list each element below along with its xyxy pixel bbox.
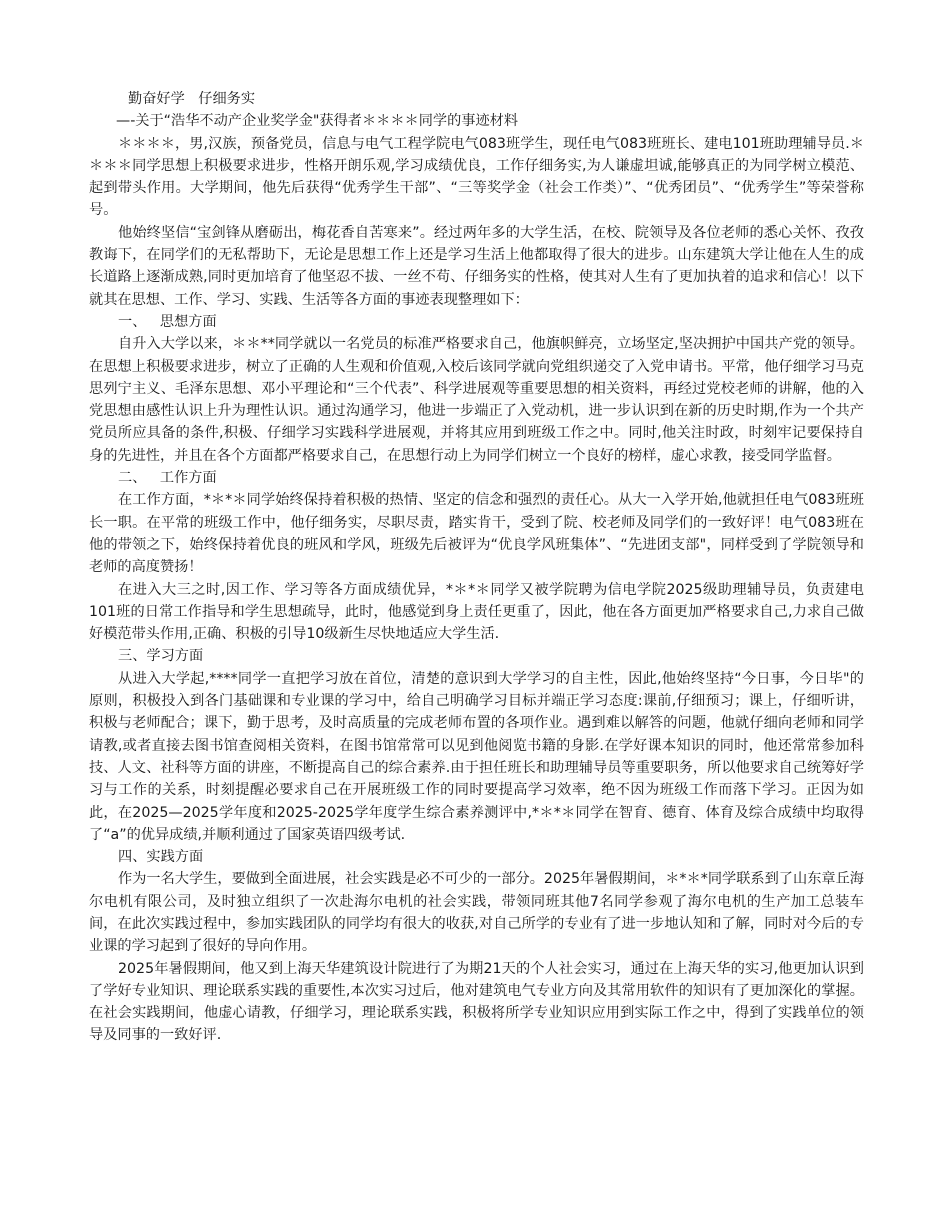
document-title: 勤奋好学 仔细务实 xyxy=(128,91,256,107)
section-paragraph: 自升入大学以来，＊＊**同学就以一名党员的标准严格要求自己，他旗帜鲜亮，立场坚定,坚决拥护中国共产党的领导。在思想上积极要求进步，树立了正确的人生观和价值观,入校后该同学就向党组织递交了入党申请书。平常，他仔细学习马克思列宁主义、毛泽东思想、邓小平理论和“三个代表”、科学进展观等重要思想的相关资料，再经过党校老师的讲解，他的入党思想由感性认识上升为理性认识。通过沟通学习，他进一步端正了入党动机，进一步认识到在新的历史时期,作为一个共产党员所应具备的条件,积极、仔细学习实践科学进展观，并将其应用到班级工作之中。同时,他关注时政，时刻牢记要保持自身的先进性，并且在各个方面都严格要求自己，在思想行动上为同学们树立一个良好的榜样，虚心求教，接受同学监督。 xyxy=(89,336,864,464)
section-paragraph: 在进入大三之时,因工作、学习等各方面成绩优异，*＊*＊同学又被学院聘为信电学院2025级助理辅导员，负责建电101班的日常工作指导和学生思想疏导，此时，他感觉到身上责任更重了，因此，他在各方面更加严格要求自己,力求自己做好模范带头作用,正确、积极的引导10级新生尽快地适应大学生活. xyxy=(89,581,864,643)
document-subtitle: —-关于“浩华不动产企业奖学金"获得者＊＊＊＊同学的事迹材料 xyxy=(116,113,519,130)
section-heading-thought: 一、 思想方面 xyxy=(118,313,217,330)
section-paragraph: 在工作方面，*＊*＊同学始终保持着积极的热情、坚定的信念和强烈的责任心。从大一入学开始,他就担任电气083班班长一职。在平常的班级工作中，他仔细务实，尽职尽责，踏实肯干，受到了院、校老师及同学们的一致好评！电气083班在他的带领之下，始终保持着优良的班风和学风，班级先后被评为“优良学风班集体”、“先进团支部"，同样受到了学院领导和老师的高度赞扬！ xyxy=(89,492,864,576)
section-paragraph: 2025年暑假期间，他又到上海天华建筑设计院进行了为期21天的个人社会实习，通过在上海天华的实习,他更加认识到了学好专业知识、理论联系实践的重要性,本次实习过后，他对建筑电气专业方向及其常用软件的知识有了更加深化的掌握。在社会实践期间，他虚心请教，仔细学习，理论联系实践，积极将所学专业知识应用到实际工作之中，得到了实践单位的领导及同事的一致好评. xyxy=(89,960,864,1044)
section-heading-study: 三、学习方面 xyxy=(118,648,204,665)
intro-paragraph-1: ＊＊＊＊，男,汉族，预备党员，信息与电气工程学院电气083班学生，现任电气083班班长、建电101班助理辅导员.＊＊＊＊同学思想上积极要求进步，性格开朗乐观,学习成绩优良，工作仔细务实,为人谦虚坦诚,能够真正的为同学树立模范、起到带头作用。大学期间，他先后获得“优秀学生干部”、“三等奖学金（社会工作类）”、“优秀团员”、“优秀学生”等荣誉称号。 xyxy=(89,135,864,219)
section-heading-practice: 四、实践方面 xyxy=(118,849,204,866)
section-heading-work: 二、 工作方面 xyxy=(118,470,217,487)
intro-paragraph-2: 他始终坚信“宝剑锋从磨砺出，梅花香自苦寒来”。经过两年多的大学生活，在校、院领导及各位老师的悉心关怀、孜孜教诲下，在同学们的无私帮助下，无论是思想工作上还是学习生活上他都取得了很大的进步。山东建筑大学让他在人生的成长道路上逐渐成熟,同时更加培育了他坚忍不拔、一丝不苟、仔细务实的性格，使其对人生有了更加执着的追求和信心！以下就其在思想、工作、学习、实践、生活等各方面的事迹表现整理如下： xyxy=(89,224,864,308)
section-paragraph: 作为一名大学生，要做到全面进展，社会实践是必不可少的一部分。2025年暑假期间，＊*＊*同学联系到了山东章丘海尔电机有限公司，及时独立组织了一次赴海尔电机的社会实践，带领同班其他7名同学参观了海尔电机的生产加工总装车间，在此次实践过程中，参加实践团队的同学均有很大的收获,对自己所学的专业有了进一步地认知和了解，同时对今后的专业课的学习起到了很好的导向作用。 xyxy=(89,871,864,955)
section-paragraph: 从进入大学起,****同学一直把学习放在首位，清楚的意识到大学学习的自主性，因此,他始终坚持“今日事，今日毕"的原则，积极投入到各门基础课和专业课的学习中，给自己明确学习目标并端正学习态度:课前,仔细预习；课上，仔细听讲，积极与老师配合；课下，勤于思考，及时高质量的完成老师布置的各项作业。遇到难以解答的问题，他就仔细向老师和同学请教,或者直接去图书馆查阅相关资料，在图书馆常常可以见到他阅览书籍的身影.在学好课本知识的同时，他还常常参加科技、人文、社科等方面的讲座，不断提高自己的综合素养.由于担任班长和助理辅导员等重要职务，所以他要求自己统筹好学习与工作的关系，时刻提醒必要求自己在开展班级工作的同时要提高学习效率，绝不因为班级工作而落下学习。正因为如此，在2025—2025学年度和2025-2025学年度学生综合素养测评中,*＊*＊同学在智育、德育、体育及综合成绩中均取得了“a”的优异成绩,并顺利通过了国家英语四级考试. xyxy=(89,670,864,843)
